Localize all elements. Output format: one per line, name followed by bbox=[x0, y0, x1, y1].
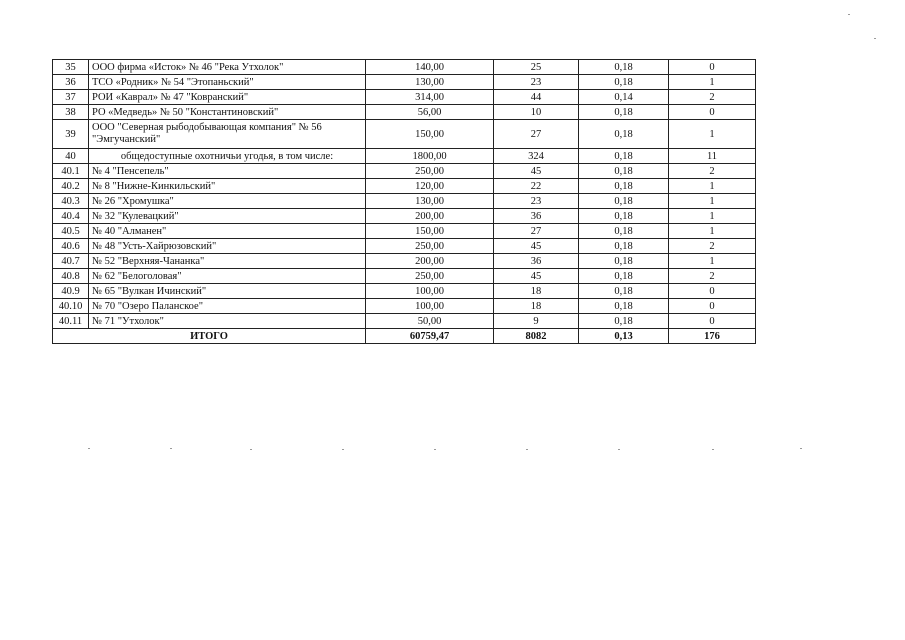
density-value: 0,18 bbox=[579, 105, 669, 120]
count-value: 10 bbox=[494, 105, 579, 120]
table-row bbox=[53, 179, 756, 194]
hunting-ground-name: № 8 "Нижне-Кинкильский" bbox=[89, 179, 366, 194]
count-value: 9 bbox=[494, 314, 579, 329]
row-number: 40.2 bbox=[53, 179, 89, 194]
count-value: 36 bbox=[494, 254, 579, 269]
hunting-ground-name: РОИ «Каврал» № 47 "Ковранский" bbox=[89, 90, 366, 105]
scan-speck bbox=[618, 449, 620, 450]
density-value: 0,18 bbox=[579, 149, 669, 164]
table-row bbox=[53, 75, 756, 90]
row-number: 40.11 bbox=[53, 314, 89, 329]
hunting-ground-name: РО «Медведь» № 50 "Константиновский" bbox=[89, 105, 366, 120]
area-value: 130,00 bbox=[366, 75, 494, 90]
row-number: 35 bbox=[53, 60, 89, 75]
area-value: 200,00 bbox=[366, 209, 494, 224]
area-value: 120,00 bbox=[366, 179, 494, 194]
density-value: 0,18 bbox=[579, 239, 669, 254]
row-number: 36 bbox=[53, 75, 89, 90]
count-value: 22 bbox=[494, 179, 579, 194]
density-value: 0,18 bbox=[579, 194, 669, 209]
hunting-ground-name: № 4 "Пенсепель" bbox=[89, 164, 366, 179]
count-value: 44 bbox=[494, 90, 579, 105]
quota-value: 2 bbox=[669, 239, 756, 254]
count-value: 23 bbox=[494, 194, 579, 209]
total-density: 0,13 bbox=[579, 329, 669, 344]
scan-speck bbox=[800, 448, 802, 449]
hunting-ground-name: № 40 "Алманен" bbox=[89, 224, 366, 239]
row-number: 40.3 bbox=[53, 194, 89, 209]
quota-value: 2 bbox=[669, 90, 756, 105]
row-number: 40.8 bbox=[53, 269, 89, 284]
table-row bbox=[53, 90, 756, 105]
table-row bbox=[53, 194, 756, 209]
count-value: 36 bbox=[494, 209, 579, 224]
quota-value: 1 bbox=[669, 120, 756, 149]
quota-value: 2 bbox=[669, 164, 756, 179]
hunting-ground-name: № 65 "Вулкан Ичинский" bbox=[89, 284, 366, 299]
area-value: 100,00 bbox=[366, 299, 494, 314]
area-value: 250,00 bbox=[366, 239, 494, 254]
area-value: 140,00 bbox=[366, 60, 494, 75]
density-value: 0,18 bbox=[579, 224, 669, 239]
quota-value: 11 bbox=[669, 149, 756, 164]
hunting-quota-table bbox=[52, 59, 756, 344]
count-value: 45 bbox=[494, 239, 579, 254]
density-value: 0,18 bbox=[579, 299, 669, 314]
hunting-ground-name: ООО "Северная рыбодобывающая компания" № 56 "Эмгучанский" bbox=[89, 120, 366, 149]
table-row bbox=[53, 269, 756, 284]
count-value: 27 bbox=[494, 120, 579, 149]
density-value: 0,18 bbox=[579, 60, 669, 75]
table-row bbox=[53, 299, 756, 314]
area-value: 200,00 bbox=[366, 254, 494, 269]
density-value: 0,14 bbox=[579, 90, 669, 105]
quota-value: 1 bbox=[669, 75, 756, 90]
density-value: 0,18 bbox=[579, 164, 669, 179]
table-row bbox=[53, 105, 756, 120]
area-value: 150,00 bbox=[366, 120, 494, 149]
total-quota: 176 bbox=[669, 329, 756, 344]
total-area: 60759,47 bbox=[366, 329, 494, 344]
table-row bbox=[53, 149, 756, 164]
row-number: 38 bbox=[53, 105, 89, 120]
quota-value: 1 bbox=[669, 194, 756, 209]
area-value: 1800,00 bbox=[366, 149, 494, 164]
area-value: 50,00 bbox=[366, 314, 494, 329]
quota-value: 1 bbox=[669, 224, 756, 239]
area-value: 100,00 bbox=[366, 284, 494, 299]
area-value: 314,00 bbox=[366, 90, 494, 105]
area-value: 150,00 bbox=[366, 224, 494, 239]
row-number: 40.4 bbox=[53, 209, 89, 224]
density-value: 0,18 bbox=[579, 269, 669, 284]
scan-speck bbox=[88, 448, 90, 449]
table-row bbox=[53, 284, 756, 299]
quota-value: 0 bbox=[669, 105, 756, 120]
quota-value: 0 bbox=[669, 60, 756, 75]
row-number: 40 bbox=[53, 149, 89, 164]
count-value: 18 bbox=[494, 284, 579, 299]
table-row bbox=[53, 239, 756, 254]
quota-value: 0 bbox=[669, 314, 756, 329]
row-number: 40.10 bbox=[53, 299, 89, 314]
area-value: 250,00 bbox=[366, 164, 494, 179]
hunting-ground-name: общедоступные охотничьи угодья, в том числе: bbox=[89, 149, 366, 164]
hunting-ground-name: № 71 "Утхолок" bbox=[89, 314, 366, 329]
area-value: 56,00 bbox=[366, 105, 494, 120]
hunting-ground-name: № 48 "Усть-Хайрюзовский" bbox=[89, 239, 366, 254]
hunting-ground-name: № 70 "Озеро Паланское" bbox=[89, 299, 366, 314]
quota-value: 0 bbox=[669, 299, 756, 314]
table-row bbox=[53, 209, 756, 224]
table-row bbox=[53, 120, 756, 149]
scan-speck bbox=[712, 449, 714, 450]
quota-value: 1 bbox=[669, 254, 756, 269]
table-row bbox=[53, 60, 756, 75]
quota-value: 0 bbox=[669, 284, 756, 299]
scan-speck bbox=[434, 449, 436, 450]
density-value: 0,18 bbox=[579, 314, 669, 329]
count-value: 45 bbox=[494, 164, 579, 179]
hunting-ground-name: ТСО «Родник» № 54 "Этопаньский" bbox=[89, 75, 366, 90]
count-value: 45 bbox=[494, 269, 579, 284]
scan-speck bbox=[848, 14, 850, 15]
area-value: 130,00 bbox=[366, 194, 494, 209]
hunting-ground-name: № 62 "Белоголовая" bbox=[89, 269, 366, 284]
quota-value: 1 bbox=[669, 209, 756, 224]
density-value: 0,18 bbox=[579, 284, 669, 299]
row-number: 39 bbox=[53, 120, 89, 149]
table-row bbox=[53, 224, 756, 239]
scan-speck bbox=[250, 449, 252, 450]
density-value: 0,18 bbox=[579, 120, 669, 149]
total-count: 8082 bbox=[494, 329, 579, 344]
scan-speck bbox=[170, 448, 172, 449]
table-row bbox=[53, 254, 756, 269]
count-value: 23 bbox=[494, 75, 579, 90]
table-row bbox=[53, 314, 756, 329]
count-value: 27 bbox=[494, 224, 579, 239]
count-value: 324 bbox=[494, 149, 579, 164]
row-number: 40.7 bbox=[53, 254, 89, 269]
hunting-ground-name: № 26 "Хромушка" bbox=[89, 194, 366, 209]
table-row bbox=[53, 164, 756, 179]
quota-value: 1 bbox=[669, 179, 756, 194]
table-body bbox=[53, 60, 756, 329]
hunting-ground-name: № 32 "Кулевацкий" bbox=[89, 209, 366, 224]
scan-speck bbox=[874, 38, 876, 39]
row-number: 40.9 bbox=[53, 284, 89, 299]
density-value: 0,18 bbox=[579, 179, 669, 194]
scan-speck bbox=[342, 449, 344, 450]
total-row bbox=[53, 329, 756, 344]
scan-speck bbox=[526, 449, 528, 450]
count-value: 18 bbox=[494, 299, 579, 314]
total-label: ИТОГО bbox=[53, 329, 366, 344]
count-value: 25 bbox=[494, 60, 579, 75]
area-value: 250,00 bbox=[366, 269, 494, 284]
quota-value: 2 bbox=[669, 269, 756, 284]
row-number: 40.1 bbox=[53, 164, 89, 179]
row-number: 40.5 bbox=[53, 224, 89, 239]
density-value: 0,18 bbox=[579, 254, 669, 269]
row-number: 37 bbox=[53, 90, 89, 105]
density-value: 0,18 bbox=[579, 75, 669, 90]
row-number: 40.6 bbox=[53, 239, 89, 254]
hunting-ground-name: ООО фирма «Исток» № 46 "Река Утхолок" bbox=[89, 60, 366, 75]
hunting-ground-name: № 52 "Верхняя-Чананка" bbox=[89, 254, 366, 269]
density-value: 0,18 bbox=[579, 209, 669, 224]
